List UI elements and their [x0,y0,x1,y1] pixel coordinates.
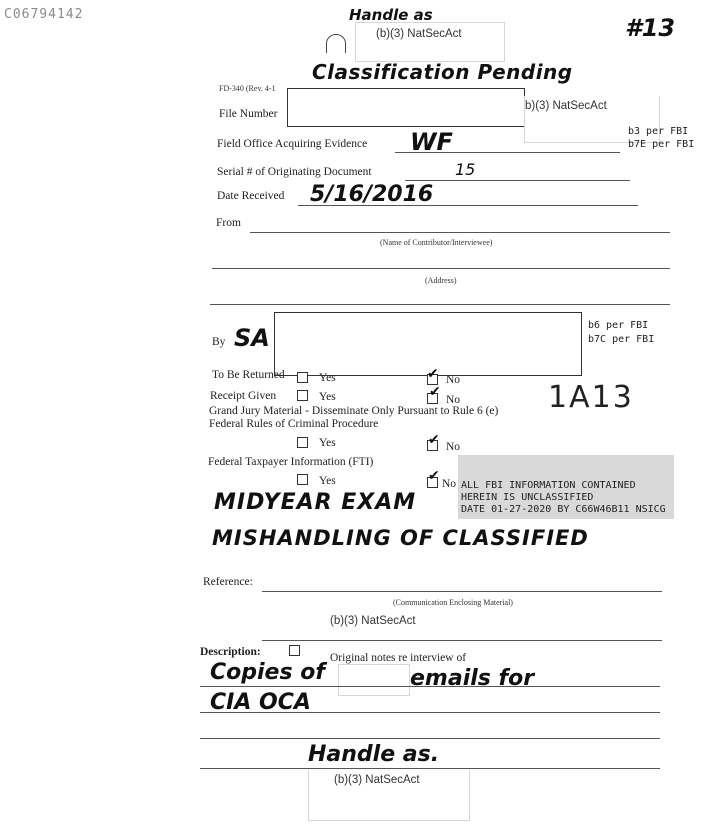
check-mark-icon: ✔ [429,384,441,400]
description-checkbox[interactable] [289,645,300,656]
from-label: From [216,217,241,229]
description-label: Description: [200,646,261,658]
handwritten-midyear-exam: MIDYEAR EXAM [214,490,417,515]
receipt-given-yes-label: Yes [319,391,336,403]
reference-label: Reference: [203,576,253,588]
grand-jury-label: Grand Jury Material - Disseminate Only Pursuant to Rule 6 (e) [209,405,499,417]
exemption-label-bottom: (b)(3) NatSecAct [334,774,420,786]
exemption-file-number: b)(3) NatSecAct [525,100,607,112]
check-mark-icon: ✔ [427,366,439,382]
from-line [250,232,670,233]
check-mark-icon: ✔ [428,432,440,448]
field-office-line [395,152,620,153]
exemption-b7c: b7C per FBI [588,334,655,345]
to-be-returned-label: To Be Returned [212,369,285,381]
exemption-b7e: b7E per FBI [628,139,695,150]
handwritten-handle-as-top: Handle as [349,6,433,24]
classification-pending: Classification Pending [312,60,573,84]
handwritten-cia-oca: CIA OCA [210,690,311,715]
curve-mark [326,34,346,53]
address-line-1 [212,268,670,269]
document-id: C06794142 [4,7,84,22]
reference-line-2 [262,640,662,641]
file-number-label: File Number [219,108,278,120]
description-line-2 [200,712,660,713]
fti-yes-checkbox[interactable] [297,474,308,485]
to-be-returned-yes-label: Yes [319,372,336,384]
check-mark-icon: ✔ [428,468,440,484]
contributor-caption: (Name of Contributor/Interviewee) [380,238,493,247]
serial-line [405,180,630,181]
address-line-2 [210,304,670,305]
date-received-label: Date Received [217,190,285,202]
grand-jury-yes-checkbox[interactable] [297,437,308,448]
grand-jury-no-label: No [446,441,461,453]
declass-line-2: HEREIN IS UNCLASSIFIED [461,492,594,503]
reference-line [262,591,662,592]
declass-line-1: ALL FBI INFORMATION CONTAINED [461,480,636,491]
to-be-returned-yes-checkbox[interactable] [297,372,308,383]
declassification-stamp [458,455,674,519]
fti-yes-label: Yes [319,475,336,487]
redaction-file-number [287,88,525,127]
to-be-returned-no-label: No [446,374,461,386]
reference-caption: (Communication Enclosing Material) [393,598,513,607]
serial-value: 15 [455,160,476,179]
reference-exemption: (b)(3) NatSecAct [330,615,416,627]
description-text: Original notes re interview of [330,652,467,664]
redaction-box-description [338,664,410,696]
field-office-value: WF [410,128,453,156]
handwritten-handle-as-bottom: Handle as. [308,742,440,767]
grand-jury-label-2: Federal Rules of Criminal Procedure [209,418,379,430]
exemption-b6: b6 per FBI [588,320,649,331]
receipt-given-label: Receipt Given [210,390,277,402]
fti-label: Federal Taxpayer Information (FTI) [208,456,374,468]
by-label: By [212,336,226,348]
description-line-4 [200,768,660,769]
handwritten-1a13: 1A13 [548,380,634,415]
exemption-label-top: (b)(3) NatSecAct [376,28,462,40]
handwritten-emails-for: emails for [410,666,535,691]
exemption-b3: b3 per FBI [628,126,689,137]
description-line-1 [200,686,660,687]
fti-no-label: No [442,478,457,490]
address-caption: (Address) [425,276,457,285]
by-value: SA [234,324,270,352]
page-mark: #13 [625,14,676,42]
grand-jury-yes-label: Yes [319,437,336,449]
date-received-line [298,205,638,206]
form-code: FD-340 (Rev. 4-1 [219,84,276,93]
receipt-given-no-label: No [446,394,461,406]
field-office-label: Field Office Acquiring Evidence [217,138,368,150]
date-received-value: 5/16/2016 [310,182,434,207]
description-line-3 [200,738,660,739]
serial-label: Serial # of Originating Document [217,166,372,178]
declass-line-3: DATE 01-27-2020 BY C66W46B11 NSICG [461,504,666,515]
handwritten-copies-of: Copies of [210,660,325,685]
receipt-given-yes-checkbox[interactable] [297,390,308,401]
handwritten-mishandling: MISHANDLING OF CLASSIFIED [212,526,589,550]
